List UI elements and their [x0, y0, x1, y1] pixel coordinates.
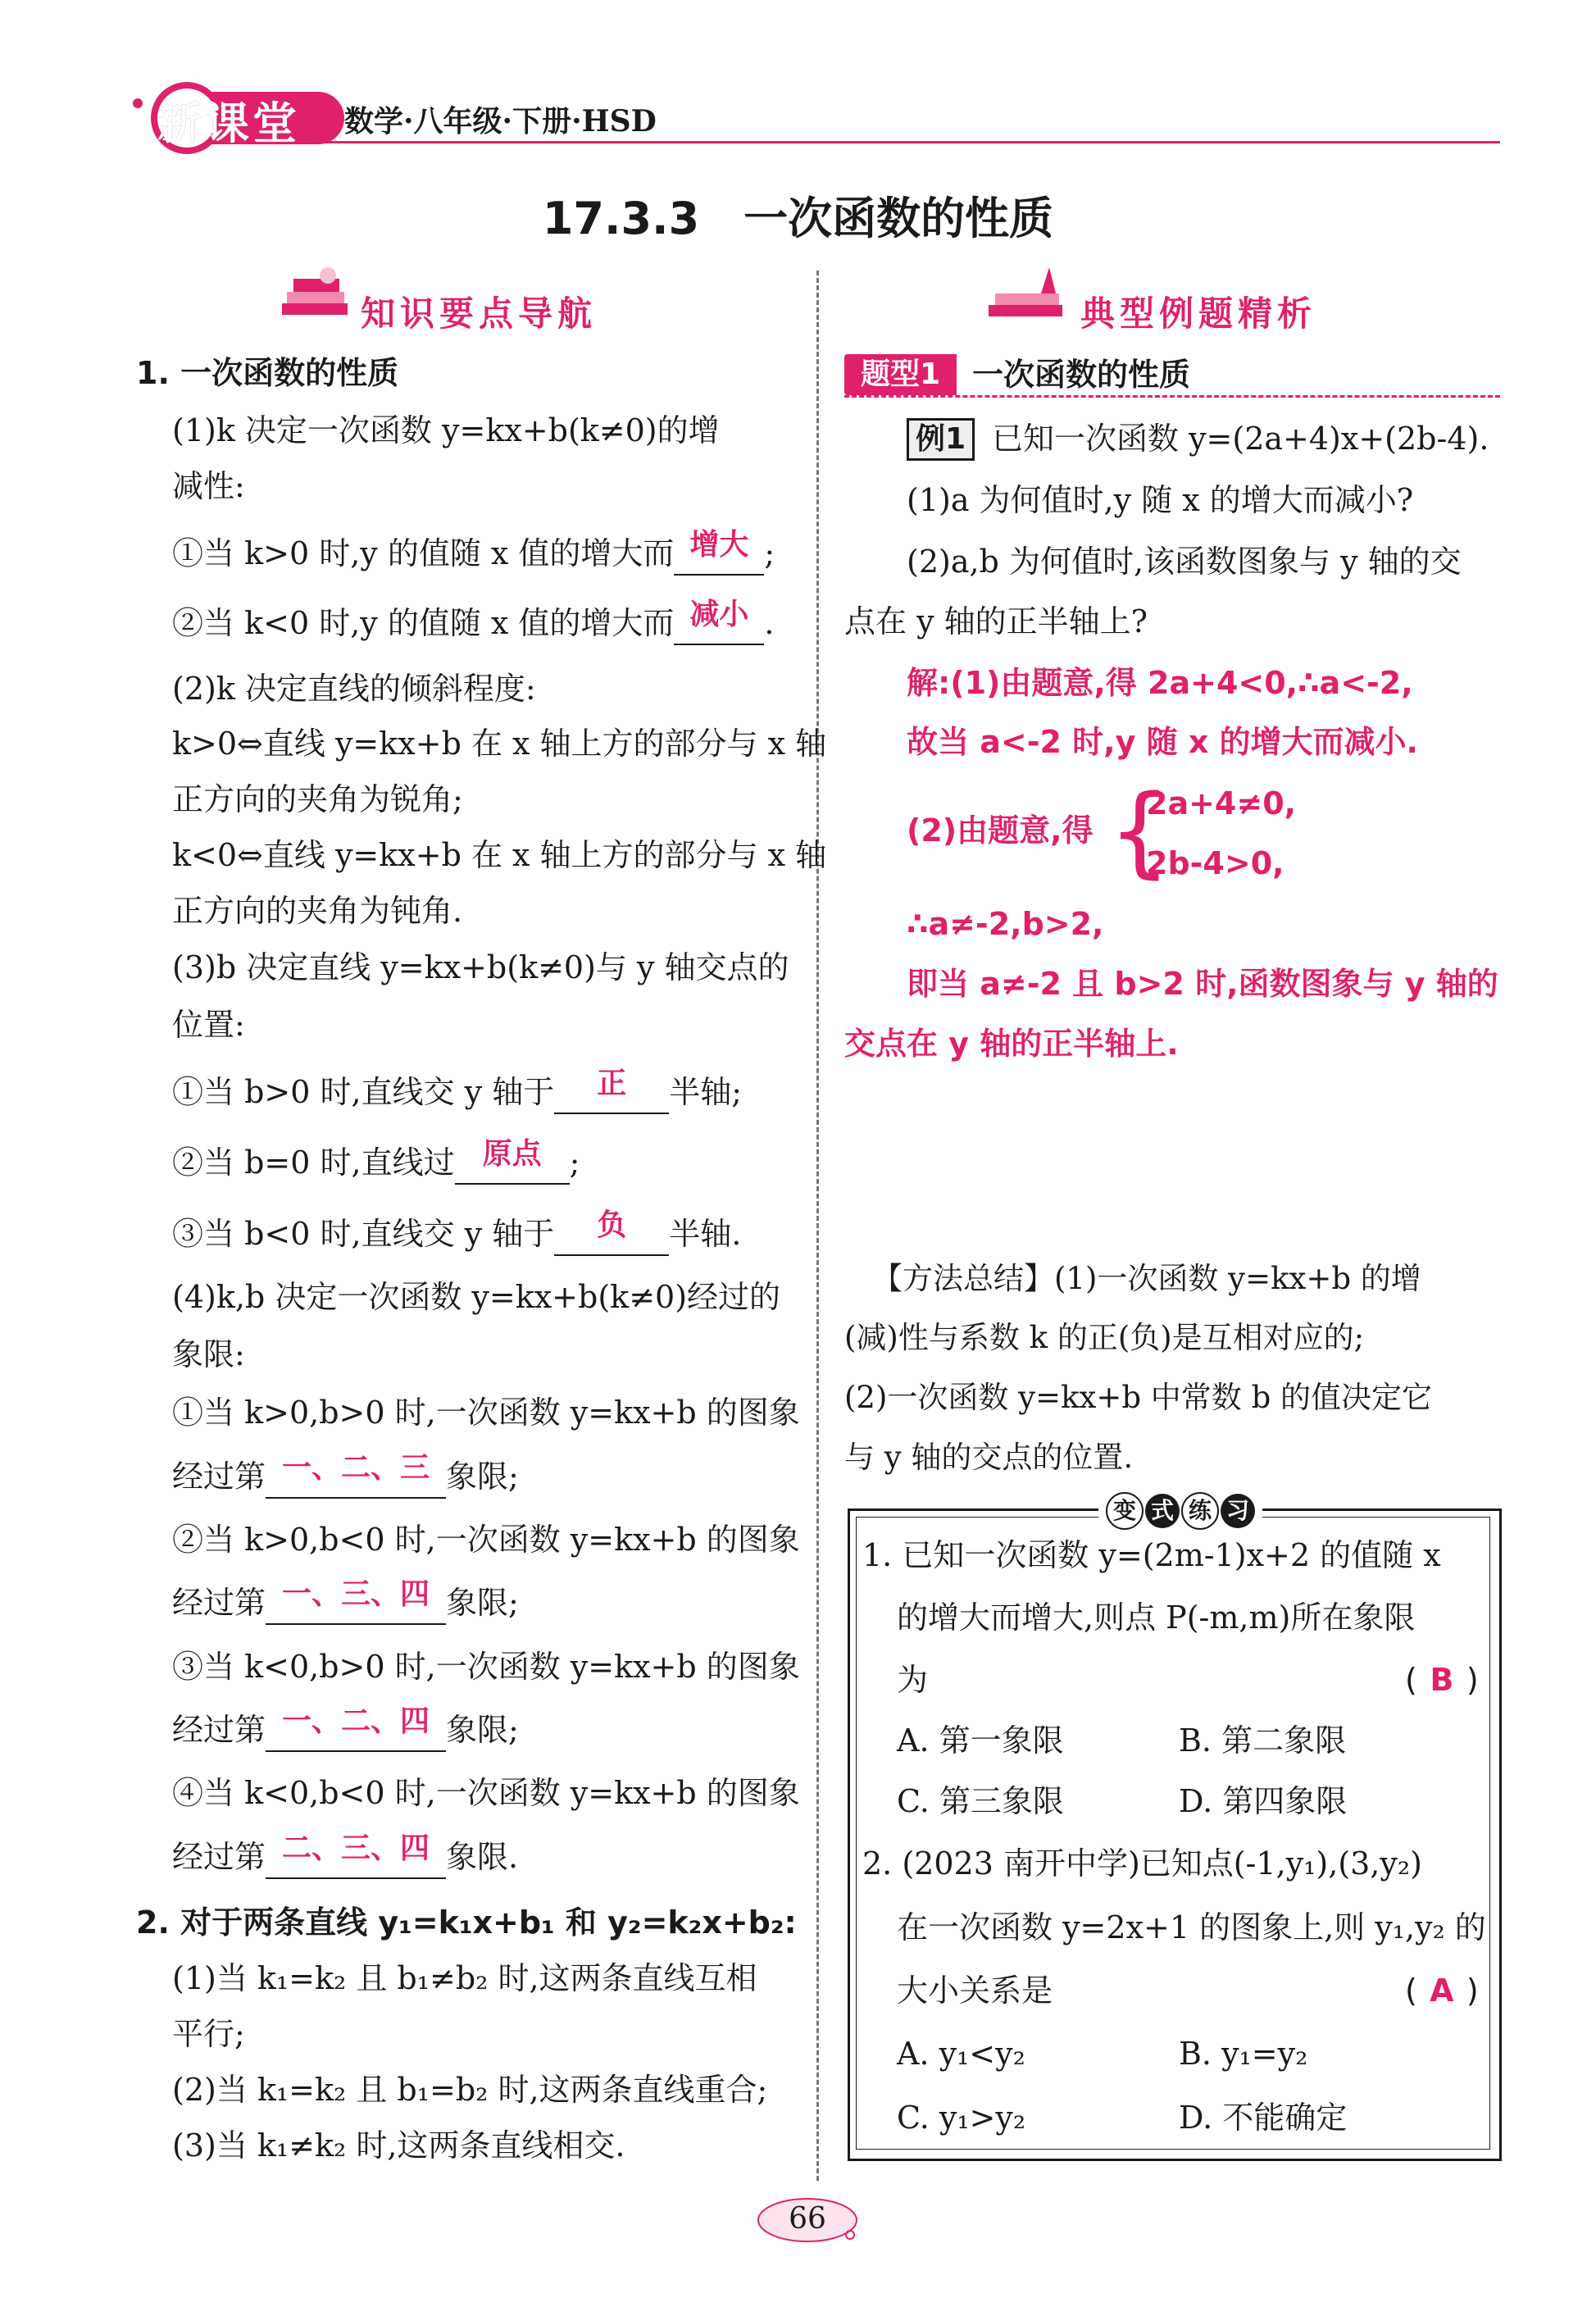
practice-q2-cont: 在一次函数 y=2x+1 的图象上,则 y₁,y₂ 的	[897, 1909, 1486, 1945]
choice-c: C. y₁>y₂	[897, 2100, 1026, 2136]
choice-c: C. 第三象限	[897, 1783, 1064, 1819]
type-title: 一次函数的性质	[972, 357, 1191, 393]
practice-q1-answer: ( B )	[1405, 1659, 1479, 1700]
text-line: ②当 k>0,b<0 时,一次函数 y=kx+b 的图象	[172, 1522, 800, 1558]
practice-q2: 2. (2023 南开中学)已知点(-1,y₁),(3,y₂)	[862, 1845, 1422, 1882]
answer-text: 原点	[482, 1137, 542, 1171]
practice-q1-cont: 的增大而增大,则点 P(-m,m)所在象限	[897, 1599, 1416, 1636]
text-line: (1)k 决定一次函数 y=kx+b(k≠0)的增	[172, 412, 720, 448]
column-divider	[816, 271, 819, 2181]
solution-line: 即当 a≠-2 且 b>2 时,函数图象与 y 轴的	[907, 966, 1498, 1002]
solution-line: ∴a≠-2,b>2,	[907, 906, 1104, 942]
system-line-top: 2a+4≠0,	[1146, 785, 1297, 821]
text-line: 象限:	[172, 1336, 245, 1372]
type-rule	[844, 395, 1500, 398]
question-1: (1)a 为何值时,y 随 x 的增大而减小?	[907, 482, 1414, 518]
header-subject: 数学·八年级·下册·HSD	[344, 104, 657, 139]
solution-line: 交点在 y 轴的正半轴上.	[844, 1026, 1179, 1062]
method-summary: (2)一次函数 y=kx+b 中常数 b 的值决定它	[844, 1380, 1433, 1415]
answer-text: 减小	[689, 598, 749, 631]
answer-text: 一、二、三	[282, 1451, 430, 1485]
question-2-cont: 点在 y 轴的正半轴上?	[844, 603, 1148, 639]
text-line: (2)当 k₁=k₂ 且 b₁=b₂ 时,这两条直线重合;	[172, 2072, 768, 2108]
text-line: (3)b 决定直线 y=kx+b(k≠0)与 y 轴交点的	[172, 949, 789, 985]
text-line: 位置:	[172, 1007, 245, 1043]
fill-line-origin: ②当 b=0 时,直线过 原点 ;	[172, 1142, 580, 1185]
choice-b: B. y₁=y₂	[1179, 2036, 1308, 2072]
page-number: 66	[789, 2202, 826, 2236]
practice-title	[1098, 1492, 1262, 1530]
type-badge: 题型1	[844, 354, 957, 395]
example-text: 已知一次函数 y=(2a+4)x+(2b-4).	[992, 421, 1489, 457]
practice-q1: 1. 已知一次函数 y=(2m-1)x+2 的值随 x	[862, 1537, 1441, 1573]
point-2-title: 2. 对于两条直线 y₁=k₁x+b₁ 和 y₂=k₂x+b₂:	[136, 1904, 797, 1941]
text-line: ④当 k<0,b<0 时,一次函数 y=kx+b 的图象	[172, 1775, 800, 1811]
text-line: (2)k 决定直线的倾斜程度:	[172, 671, 536, 707]
method-summary: 与 y 轴的交点的位置.	[844, 1440, 1134, 1475]
books-icon	[277, 262, 359, 328]
fill-line-quadrant-2: 经过第 一、三、四 象限;	[172, 1582, 519, 1625]
practice-q2-answer: ( A )	[1405, 1970, 1479, 2011]
answer-text: 一、二、四	[282, 1704, 430, 1738]
example-badge: 例1	[907, 418, 975, 461]
text-line: ①当 k>0,b>0 时,一次函数 y=kx+b 的图象	[172, 1395, 800, 1431]
fill-line-negative: ③当 b<0 时,直线交 y 轴于 负 半轴.	[172, 1213, 741, 1256]
header-rule	[320, 141, 1500, 143]
practice-q1-cont: 为	[897, 1662, 929, 1698]
choice-d: D. 不能确定	[1179, 2100, 1348, 2136]
fill-line-decrease: ②当 k<0 时,y 的值随 x 值的增大而 减小 .	[172, 603, 775, 645]
solution-line: 解:(1)由题意,得 2a+4<0,∴a<-2,	[907, 665, 1413, 701]
text-line: 平行;	[172, 2016, 245, 2052]
examples-section-title: 典型例题精析	[1080, 294, 1317, 334]
choice-b: B. 第二象限	[1179, 1722, 1347, 1759]
fill-line-increase: ①当 k>0 时,y 的值随 x 值的增大而 增大 ;	[172, 533, 775, 576]
choice-d: D. 第四象限	[1179, 1783, 1348, 1819]
question-2: (2)a,b 为何值时,该函数图象与 y 轴的交	[907, 544, 1462, 580]
text-line: k>0⇔直线 y=kx+b 在 x 轴上方的部分与 x 轴	[172, 726, 827, 762]
system-brace: {	[1108, 775, 1171, 889]
practice-title-char: 式	[1145, 1494, 1180, 1528]
solution-line: 故当 a<-2 时,y 随 x 的增大而减小.	[907, 724, 1418, 760]
practice-title-char: 习	[1221, 1494, 1255, 1528]
fill-line-positive: ①当 b>0 时,直线交 y 轴于 正 半轴;	[172, 1072, 742, 1114]
answer-text: 正	[597, 1067, 627, 1100]
text-line: (3)当 k₁≠k₂ 时,这两条直线相交.	[172, 2127, 625, 2164]
answer-text: 二、三、四	[282, 1832, 430, 1865]
text-line: 正方向的夹角为锐角;	[172, 781, 463, 817]
answer-text: 一、三、四	[282, 1577, 430, 1611]
practice-title-char: 练	[1181, 1492, 1219, 1530]
solution-line: (2)由题意,得	[907, 812, 1094, 849]
text-line: (1)当 k₁=k₂ 且 b₁≠b₂ 时,这两条直线互相	[172, 1960, 757, 1996]
page-title: 17.3.3 一次函数的性质	[542, 193, 1054, 244]
fill-line-quadrant-3: 经过第 一、二、四 象限;	[172, 1709, 519, 1752]
method-summary: (减)性与系数 k 的正(负)是互相对应的;	[844, 1320, 1365, 1355]
practice-title-char: 变	[1106, 1492, 1144, 1530]
books-icon	[984, 262, 1074, 328]
system-line-bottom: 2b-4>0,	[1146, 845, 1285, 881]
text-line: k<0⇔直线 y=kx+b 在 x 轴上方的部分与 x 轴	[172, 837, 827, 873]
text-line: ③当 k<0,b>0 时,一次函数 y=kx+b 的图象	[172, 1649, 800, 1685]
answer-text: 增大	[689, 528, 749, 562]
logo-text: 新课堂	[157, 98, 300, 149]
answer-text: B	[1430, 1662, 1454, 1698]
text-line: (4)k,b 决定一次函数 y=kx+b(k≠0)经过的	[172, 1279, 781, 1315]
choice-a: A. 第一象限	[897, 1722, 1064, 1759]
choice-a: A. y₁<y₂	[897, 2036, 1025, 2072]
text-line: 减性:	[172, 468, 245, 504]
point-1-title: 1. 一次函数的性质	[136, 355, 399, 391]
practice-q2-cont: 大小关系是	[897, 1973, 1053, 2009]
fill-line-quadrant-1: 经过第 一、二、三 象限;	[172, 1456, 519, 1499]
fill-line-quadrant-4: 经过第 二、三、四 象限.	[172, 1836, 518, 1879]
method-summary: 【方法总结】(1)一次函数 y=kx+b 的增	[872, 1261, 1421, 1296]
knowledge-section-title: 知识要点导航	[361, 294, 598, 334]
answer-text: 负	[597, 1208, 627, 1242]
text-line: 正方向的夹角为钝角.	[172, 893, 463, 929]
answer-text: A	[1430, 1973, 1454, 2009]
